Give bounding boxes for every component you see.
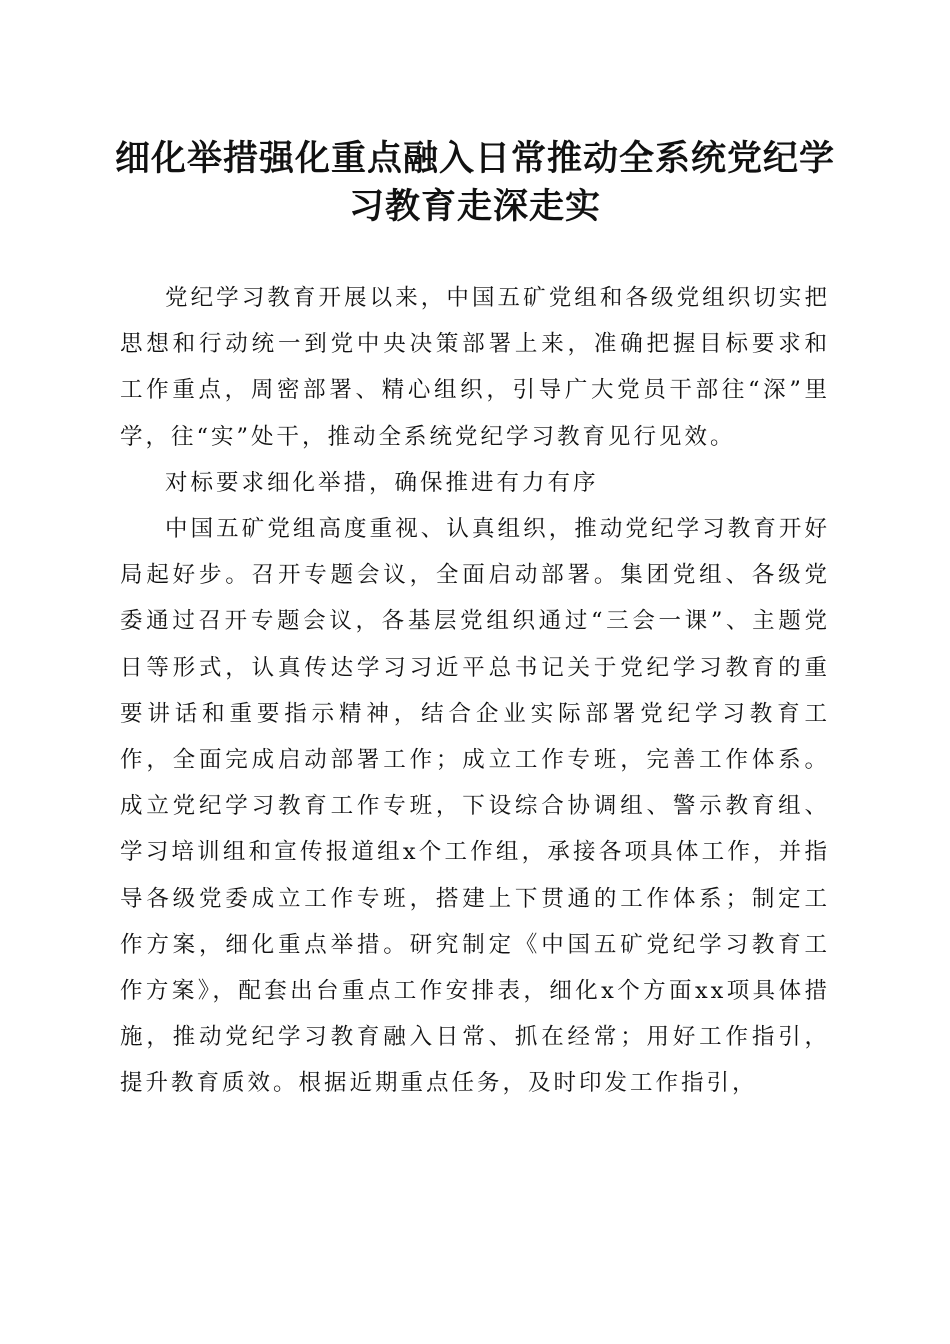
document-body [120,275,830,1107]
paragraph-details: 中国五矿党组高度重视、认真组织，推动党纪学习教育开好局起好步。召开专题会议，全面启动部署。集团党组、各级党委通过召开专题会议，各基层党组织通过“三会一课”、主题党日等形式，认真传达学习习近平总书记关于党纪学习教育的重要讲话和重要指示精神，结合企业实际部署党纪学习教育工作，全面完成启动部署工作；成立工作专班，完善工作体系。成立党纪学习教育工作专班，下设综合协调组、警示教育组、学习培训组和宣传报道组x个工作组，承接各项具体工作，并指导各级党委成立工作专班，搭建上下贯通的工作体系；制定工作方案，细化重点举措。研究制定《中国五矿党纪学习教育工作方案》，配套出台重点工作安排表，细化x个方面xx项具体措施，推动党纪学习教育融入日常、抓在经常；用好工作指引，提升教育质效。根据近期重点任务，及时印发工作指引， [120,516,830,1097]
paragraph-intro: 党纪学习教育开展以来，中国五矿党组和各级党组织切实把思想和行动统一到党中央决策部署上来，准确把握目标要求和工作重点，周密部署、精心组织，引导广大党员干部往“深”里学，往“实”处干，推动全系统党纪学习教育见行见效。 [120,285,830,450]
section-heading: 对标要求细化举措，确保推进有力有序 [165,469,599,496]
document-title: 细化举措强化重点融入日常推动全系统党纪学习教育走深走实 [114,138,835,227]
